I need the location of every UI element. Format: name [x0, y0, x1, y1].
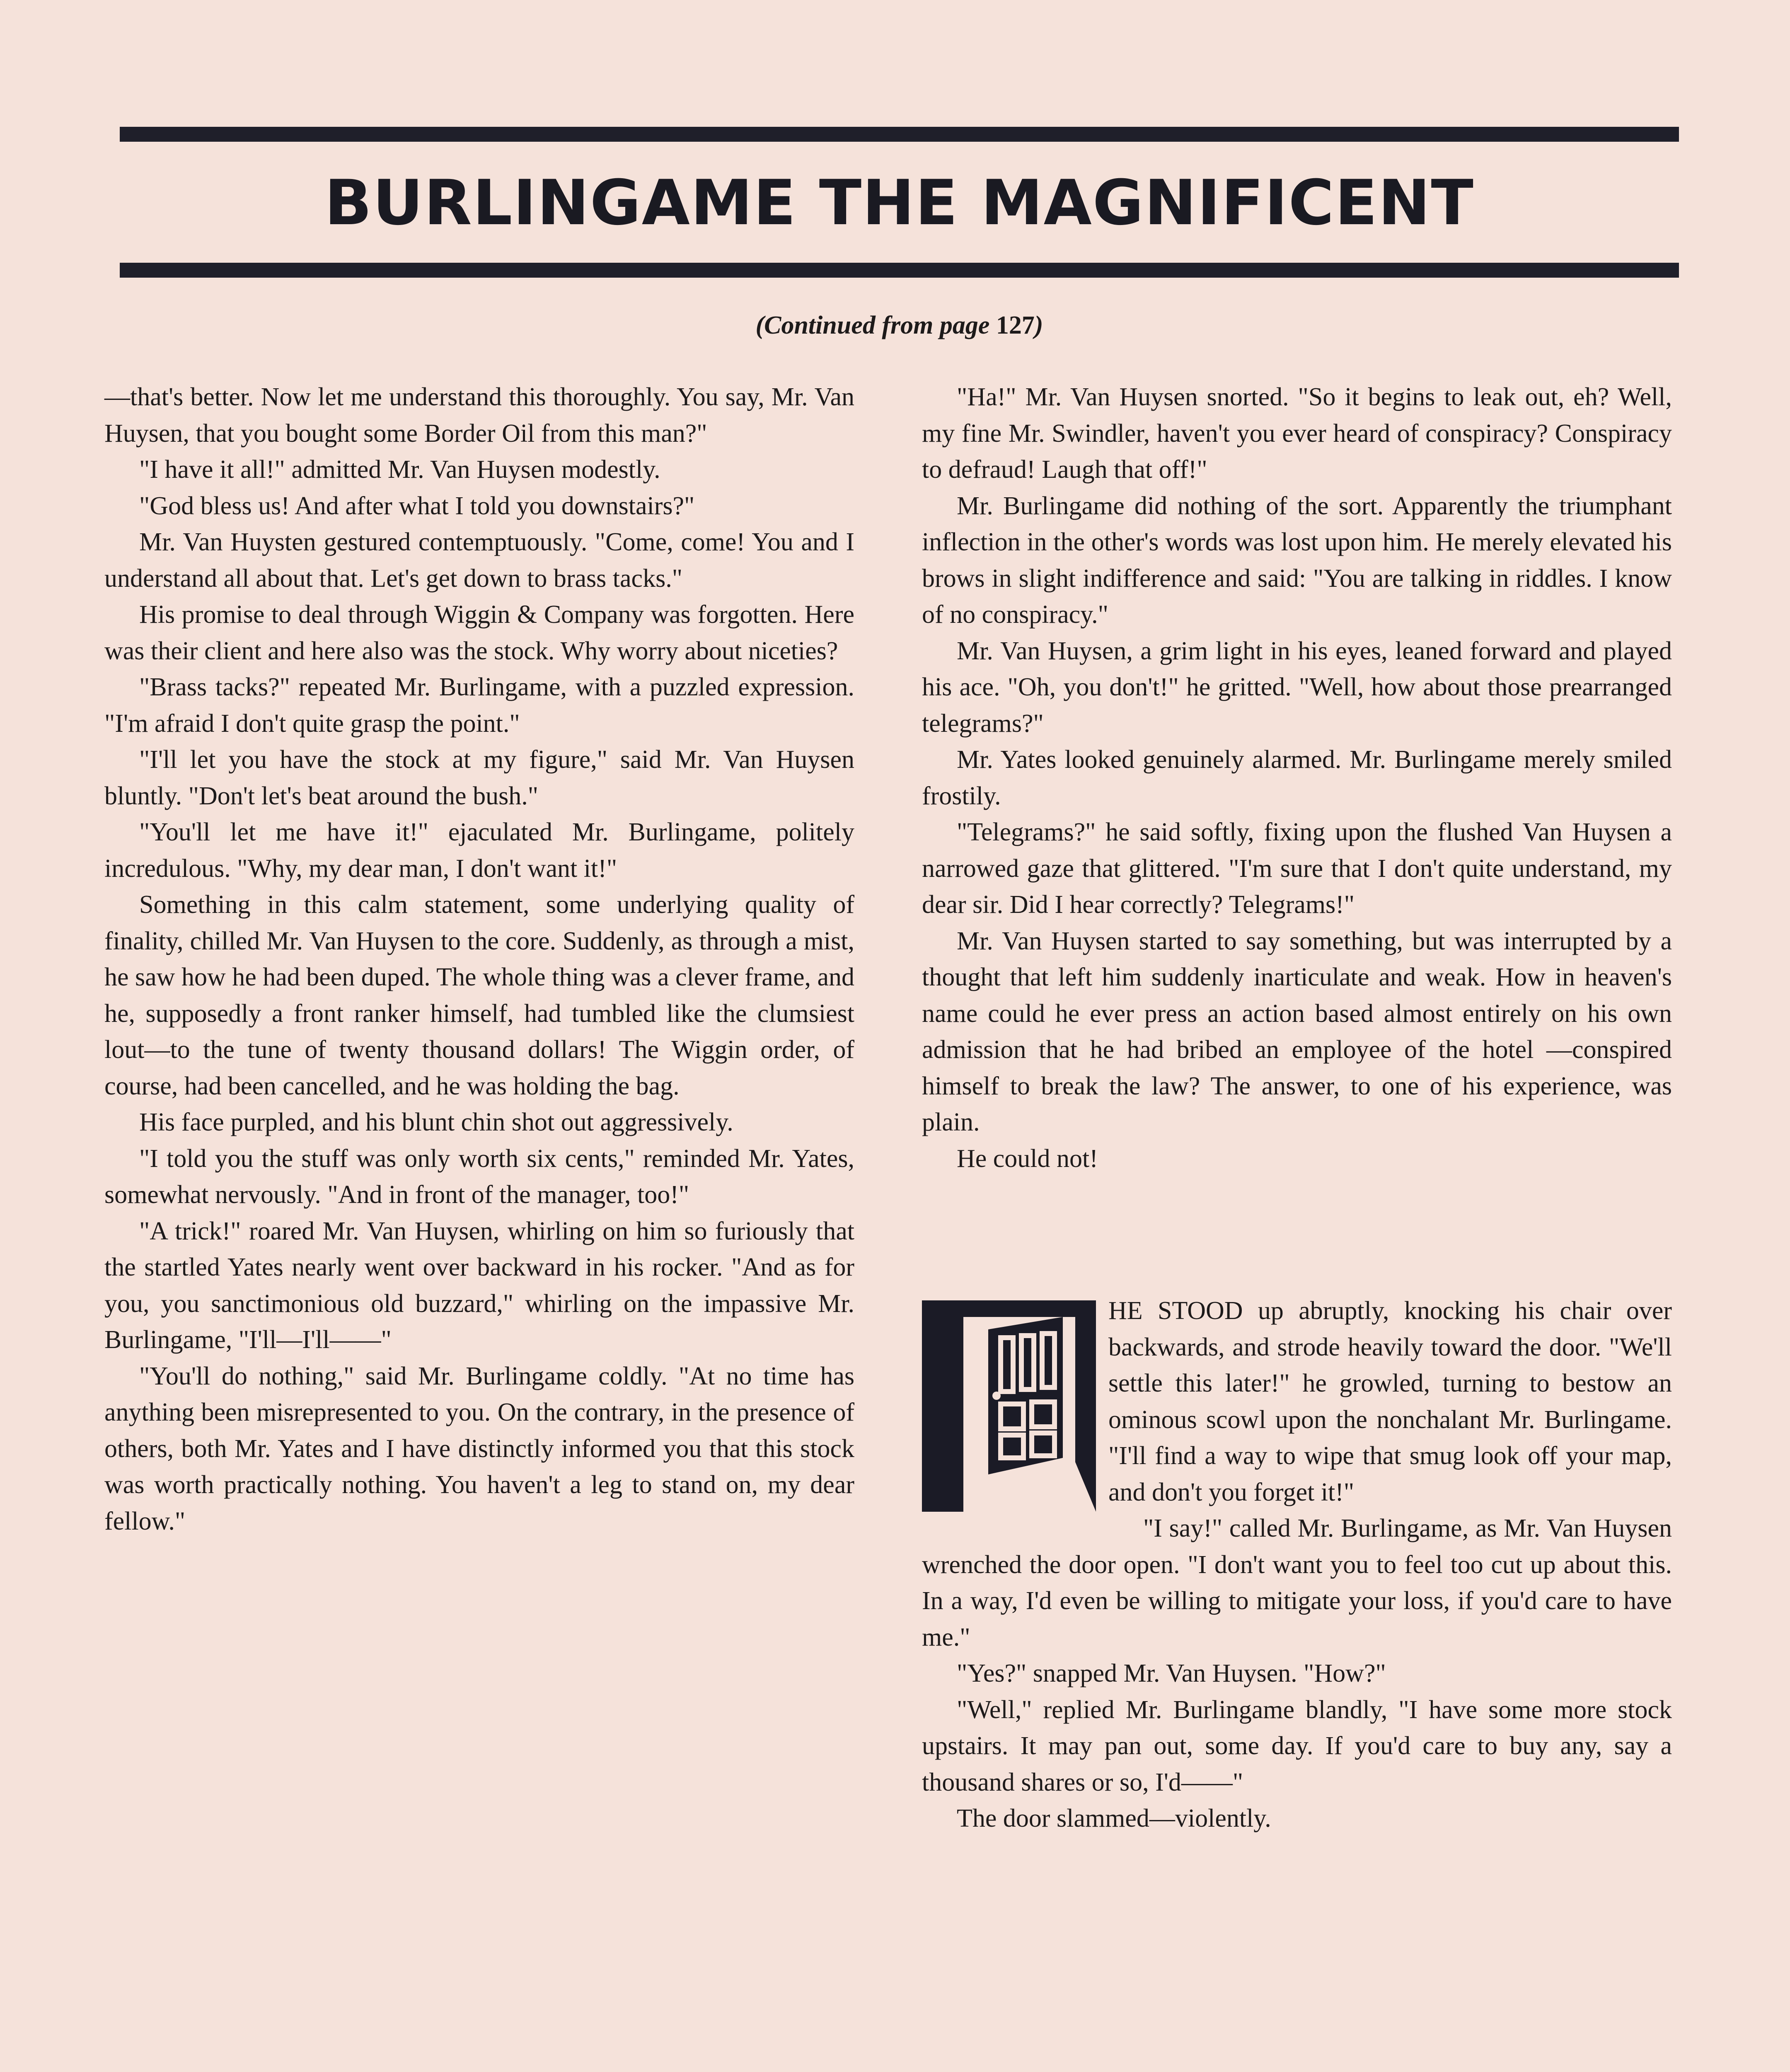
- paragraph: —that's better. Now let me understand this thoroughly. You say, Mr. Van Huysen, that you bought some Border Oil from this man?": [104, 383, 854, 448]
- paragraph: "Telegrams?" he said softly, fixing upon the flushed Van Huysen a narrowed gaze that glittered. "I'm sure that I don't quite understand, my dear sir. Did I hear correctly? Telegrams!": [922, 818, 1672, 919]
- title-rule-bottom: [120, 263, 1679, 278]
- paragraph: He could not!: [957, 1144, 1098, 1173]
- continued-lead: (Continued from page: [755, 311, 990, 339]
- paragraph-text: HE STOOD up abruptly, knocking his chair over backwards, and strode heavily toward the door. "We'll settle this later!" he growled, turning to bestow an ominous scowl upon the nonchalant Mr. Burlingame. "I'll find a way to wipe that smug look off your map, and don't you forget it!": [1108, 1297, 1672, 1506]
- paragraph: Mr. Yates looked genuinely alarmed. Mr. Burlingame merely smiled frostily.: [922, 746, 1672, 810]
- paragraph: "Yes?" snapped Mr. Van Huysen. "How?": [957, 1659, 1386, 1687]
- title-rule-top: [120, 127, 1679, 142]
- paragraph: Mr. Burlingame did nothing of the sort. Apparently the triumphant inflection in the other's words was lost upon him. He merely elevated his brows in slight indifference and said: "You are talking in riddles. I know of no conspiracy.": [922, 491, 1672, 629]
- paragraph: "You'll do nothing," said Mr. Burlingame coldly. "At no time has anything been misrepresented to you. On the contrary, in the presence of others, both Mr. Yates and I have distinctly informed you that this stock was worth practically nothing. You haven't a leg to stand on, my dear fellow.": [104, 1362, 854, 1535]
- paragraph: "Ha!" Mr. Van Huysen snorted. "So it begins to leak out, eh? Well, my fine Mr. Swindler, haven't you ever heard of conspiracy? Conspiracy to defraud! Laugh that off!": [922, 383, 1672, 484]
- paragraph: Mr. Van Huysten gestured contemptuously. "Come, come! You and I understand all about that. Let's get down to brass tacks.": [104, 528, 854, 593]
- paragraph: "I say!" called Mr. Burlingame, as Mr. Van Huysen wrenched the door open. "I don't want you to feel too cut up about this. In a way, I'd even be willing to mitigate your loss, if you'd care to have me.": [922, 1514, 1672, 1651]
- door-icon: [922, 1300, 1096, 1512]
- paragraph: Mr. Van Huysen, a grim light in his eyes, leaned forward and played his ace. "Oh, you don't!" he gritted. "Well, how about those prearranged telegrams?": [922, 637, 1672, 738]
- left-column: [104, 379, 854, 1539]
- paragraph: Mr. Van Huysen started to say something, but was interrupted by a thought that left him suddenly inarticulate and weak. How in heaven's name could he ever press an action based almost entirely on his own admission that he had bribed an employee of the hotel —conspired himself to break the law? The answer, to one of his experience, was plain.: [922, 927, 1672, 1136]
- paragraph: His promise to deal through Wiggin & Company was forgotten. Here was their client and here also was the stock. Why worry about niceties?: [104, 600, 854, 665]
- door-dropcap-icon: [922, 1300, 1096, 1512]
- continued-page: 127: [996, 311, 1035, 339]
- paragraph: "God bless us! And after what I told you downstairs?": [139, 491, 695, 520]
- paragraph: "Well," replied Mr. Burlingame blandly, "I have some more stock upstairs. It may pan out, some day. If you'd care to buy any, say a thousand shares or so, I'd——": [922, 1695, 1672, 1796]
- paragraph: The door slammed—violently.: [957, 1804, 1271, 1832]
- dropcap-paragraph: [922, 1293, 1672, 1510]
- paragraph: "I'll let you have the stock at my figure," said Mr. Van Huysen bluntly. "Don't let's beat around the bush.": [104, 746, 854, 810]
- paragraph: "I have it all!" admitted Mr. Van Huysen modestly.: [139, 455, 660, 484]
- continued-note: [120, 309, 1679, 342]
- paragraph: "I told you the stuff was only worth six cents," reminded Mr. Yates, somewhat nervously. "And in front of the manager, too!": [104, 1144, 854, 1209]
- right-column: [922, 379, 1672, 1837]
- continued-close: ): [1034, 311, 1043, 339]
- paragraph: "Brass tacks?" repeated Mr. Burlingame, with a puzzled expression. "I'm afraid I don't quite grasp the point.": [104, 673, 854, 738]
- page-title: BURLINGAME THE MAGNIFICENT: [324, 167, 1474, 239]
- paragraph: Something in this calm statement, some underlying quality of finality, chilled Mr. Van Huysen to the core. Suddenly, as through a mist, he saw how he had been duped. The whole thing was a clever frame, and he, supposedly a front ranker himself, had tumbled like the clumsiest lout—to the tune of twenty thousand dollars! The Wiggin order, of course, had been cancelled, and he was holding the bag.: [104, 891, 854, 1100]
- paragraph: His face purpled, and his blunt chin shot out aggressively.: [139, 1108, 733, 1136]
- paragraph: "You'll let me have it!" ejaculated Mr. Burlingame, politely incredulous. "Why, my dear man, I don't want it!": [104, 818, 854, 883]
- paragraph: "A trick!" roared Mr. Van Huysen, whirling on him so furiously that the startled Yates nearly went over backward in his rocker. "And as for you, you sanctimonious old buzzard," whirling on the impassive Mr. Burlingame, "I'll—I'll——": [104, 1217, 854, 1354]
